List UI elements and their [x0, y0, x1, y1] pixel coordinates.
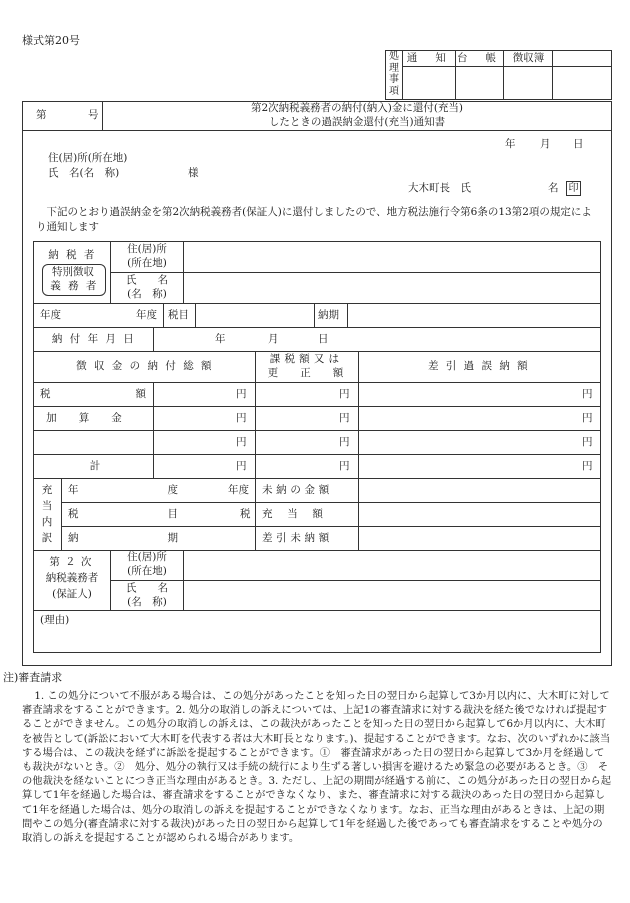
taxpayer-name-sub: (名 称) — [127, 288, 167, 300]
allocation-term-label: 納 期 — [68, 532, 178, 544]
processing-col-ledger: 台 帳 — [457, 52, 504, 64]
yen-1-2: 円 — [339, 388, 350, 400]
payment-term-label: 納期 — [318, 309, 339, 321]
obligor-label: 義務者 — [50, 280, 104, 292]
taxpayer-address-sub: (所在地) — [127, 257, 167, 269]
row-tax-amount: 税 額 — [40, 388, 146, 400]
number-label: 第 — [36, 109, 47, 121]
yen-3-2: 円 — [339, 436, 350, 448]
yen-2-1: 円 — [236, 412, 247, 424]
allocation-year-unit: 年度 — [228, 484, 249, 496]
yen-3-1: 円 — [236, 436, 247, 448]
overpayment-header: 差引過誤納額 — [427, 360, 536, 372]
issuer-title: 大木町長 氏 — [408, 182, 471, 194]
allocation-side-label: 充 当 内 訳 — [41, 484, 53, 544]
seal-mark: 印 — [566, 181, 581, 196]
unpaid-amount-label: 未納の金額 — [262, 484, 333, 496]
guarantor-name-sub: (名 称) — [127, 596, 167, 608]
yen-4-1: 円 — [236, 460, 247, 472]
taxpayer-name-label: 氏 名 — [126, 274, 168, 286]
guarantor-address-label: 住(居)所 — [127, 551, 167, 563]
date-day: 日 — [573, 138, 584, 150]
row-surcharge: 加算金 — [46, 412, 144, 424]
date-year: 年 — [505, 138, 516, 150]
payment-date-day: 日 — [318, 333, 329, 345]
processing-col-collection: 徴収簿 — [512, 52, 545, 64]
year-label-1: 年度 — [40, 309, 61, 321]
guarantor-label-2: 納税義務者 — [45, 572, 99, 584]
recipient-honorific: 様 — [188, 167, 199, 179]
issuer-name-suffix: 名 — [548, 182, 559, 194]
allocated-amount-label: 充当額 — [262, 508, 338, 520]
guarantor-label-1: 第２次 — [49, 556, 97, 568]
allocation-tax-item-label: 税 目 — [68, 508, 178, 520]
date-month: 月 — [540, 138, 551, 150]
notes-heading: 注)審査請求 — [3, 671, 63, 684]
number-suffix: 号 — [88, 109, 99, 121]
payment-date-month: 月 — [268, 333, 279, 345]
tax-item-label: 税目 — [168, 309, 189, 321]
assessed-header-1: 課税額又は — [269, 353, 344, 365]
payment-date-label: 納付年月日 — [51, 333, 142, 345]
form-number: 様式第20号 — [22, 34, 80, 47]
intro-text: 下記のとおり過誤納金を第2次納税義務者(保証人)に還付しましたので、地方税法施行令第6条の13第2項の規定により通知します — [36, 206, 592, 233]
yen-4-3: 円 — [582, 460, 593, 472]
year-label-2: 年度 — [136, 309, 157, 321]
processing-col-notice: 通 知 — [406, 52, 454, 64]
total-paid-header: 徴収金の納付総額 — [76, 360, 219, 372]
notes-body: 1. この処分について不服がある場合は、この処分があったことを知った日の翌日から起算して3か月以内に、大木町に対して審査請求をすることができます。2. 処分の取消しの訴えについては、上記1の審査請求に対する裁決を経た後でなければ提起することができません。この処分の取消しの訴えは、この裁決があったことを知った日の翌日から起算して6か月以内に、大木町を被告として(訴訟において大木町を代表する者は大木町長となります。)、提起することができます。なお、次のいずれかに該当する場合は、この裁決を経ずに訴訟を提起することができます。① 審査請求があった日の翌日から起算して3か月を経過しても裁決がないとき。② 処分、処分の執行又は手続の続行により生ずる著しい損害を避けるため緊急の必要があるとき。③ その他裁決を経ないことにつき正当な理由があるとき。3. ただし、上記の期間が経過する前に、この処分があった日の翌日から起算して1年を経過した場合は、審査請求をすることができなくなり、また、審査請求に対する裁決のあった日の翌日から起算して1年を経過した場合は、処分の取消しの訴えを提起することができなくなります。なお、正当な理由があるときは、上記の期間やこの処分(審査請求に対する裁決)があった日の翌日から起算して1年を経過した後であっても審査請求をすることや処分の取消しの訴えを提起することが認められる場合があります。 — [22, 690, 611, 845]
special-collector-label: 特別徴収 — [52, 266, 94, 278]
yen-1-3: 円 — [582, 388, 593, 400]
remaining-unpaid-label: 差引未納額 — [262, 532, 333, 544]
guarantor-address-sub: (所在地) — [127, 565, 167, 577]
recipient-address-label: 住(居)所(所在地) — [48, 152, 128, 164]
yen-3-3: 円 — [582, 436, 593, 448]
allocation-tax-unit: 税 — [240, 508, 251, 520]
allocation-year-label: 年 度 — [68, 484, 178, 496]
payment-date-year: 年 — [215, 333, 226, 345]
taxpayer-address-label: 住(居)所 — [127, 243, 167, 255]
title-line-1: 第2次納税義務者の納付(納入)金に還付(充当) — [250, 102, 464, 114]
processing-label: 処理事項 — [389, 51, 399, 97]
yen-2-3: 円 — [582, 412, 593, 424]
yen-2-2: 円 — [339, 412, 350, 424]
yen-4-2: 円 — [339, 460, 350, 472]
reason-label: (理由) — [40, 614, 70, 626]
taxpayer-label: 納税者 — [48, 249, 102, 261]
recipient-name-label: 氏 名(名 称) — [48, 167, 120, 179]
guarantor-name-label: 氏 名 — [126, 582, 168, 594]
assessed-header-2: 更正額 — [267, 367, 366, 379]
guarantor-label-3: (保証人) — [52, 588, 92, 600]
title-line-2: したときの過誤納金還付(充当)通知書 — [268, 116, 446, 128]
yen-1-1: 円 — [236, 388, 247, 400]
row-total: 計 — [89, 460, 101, 472]
